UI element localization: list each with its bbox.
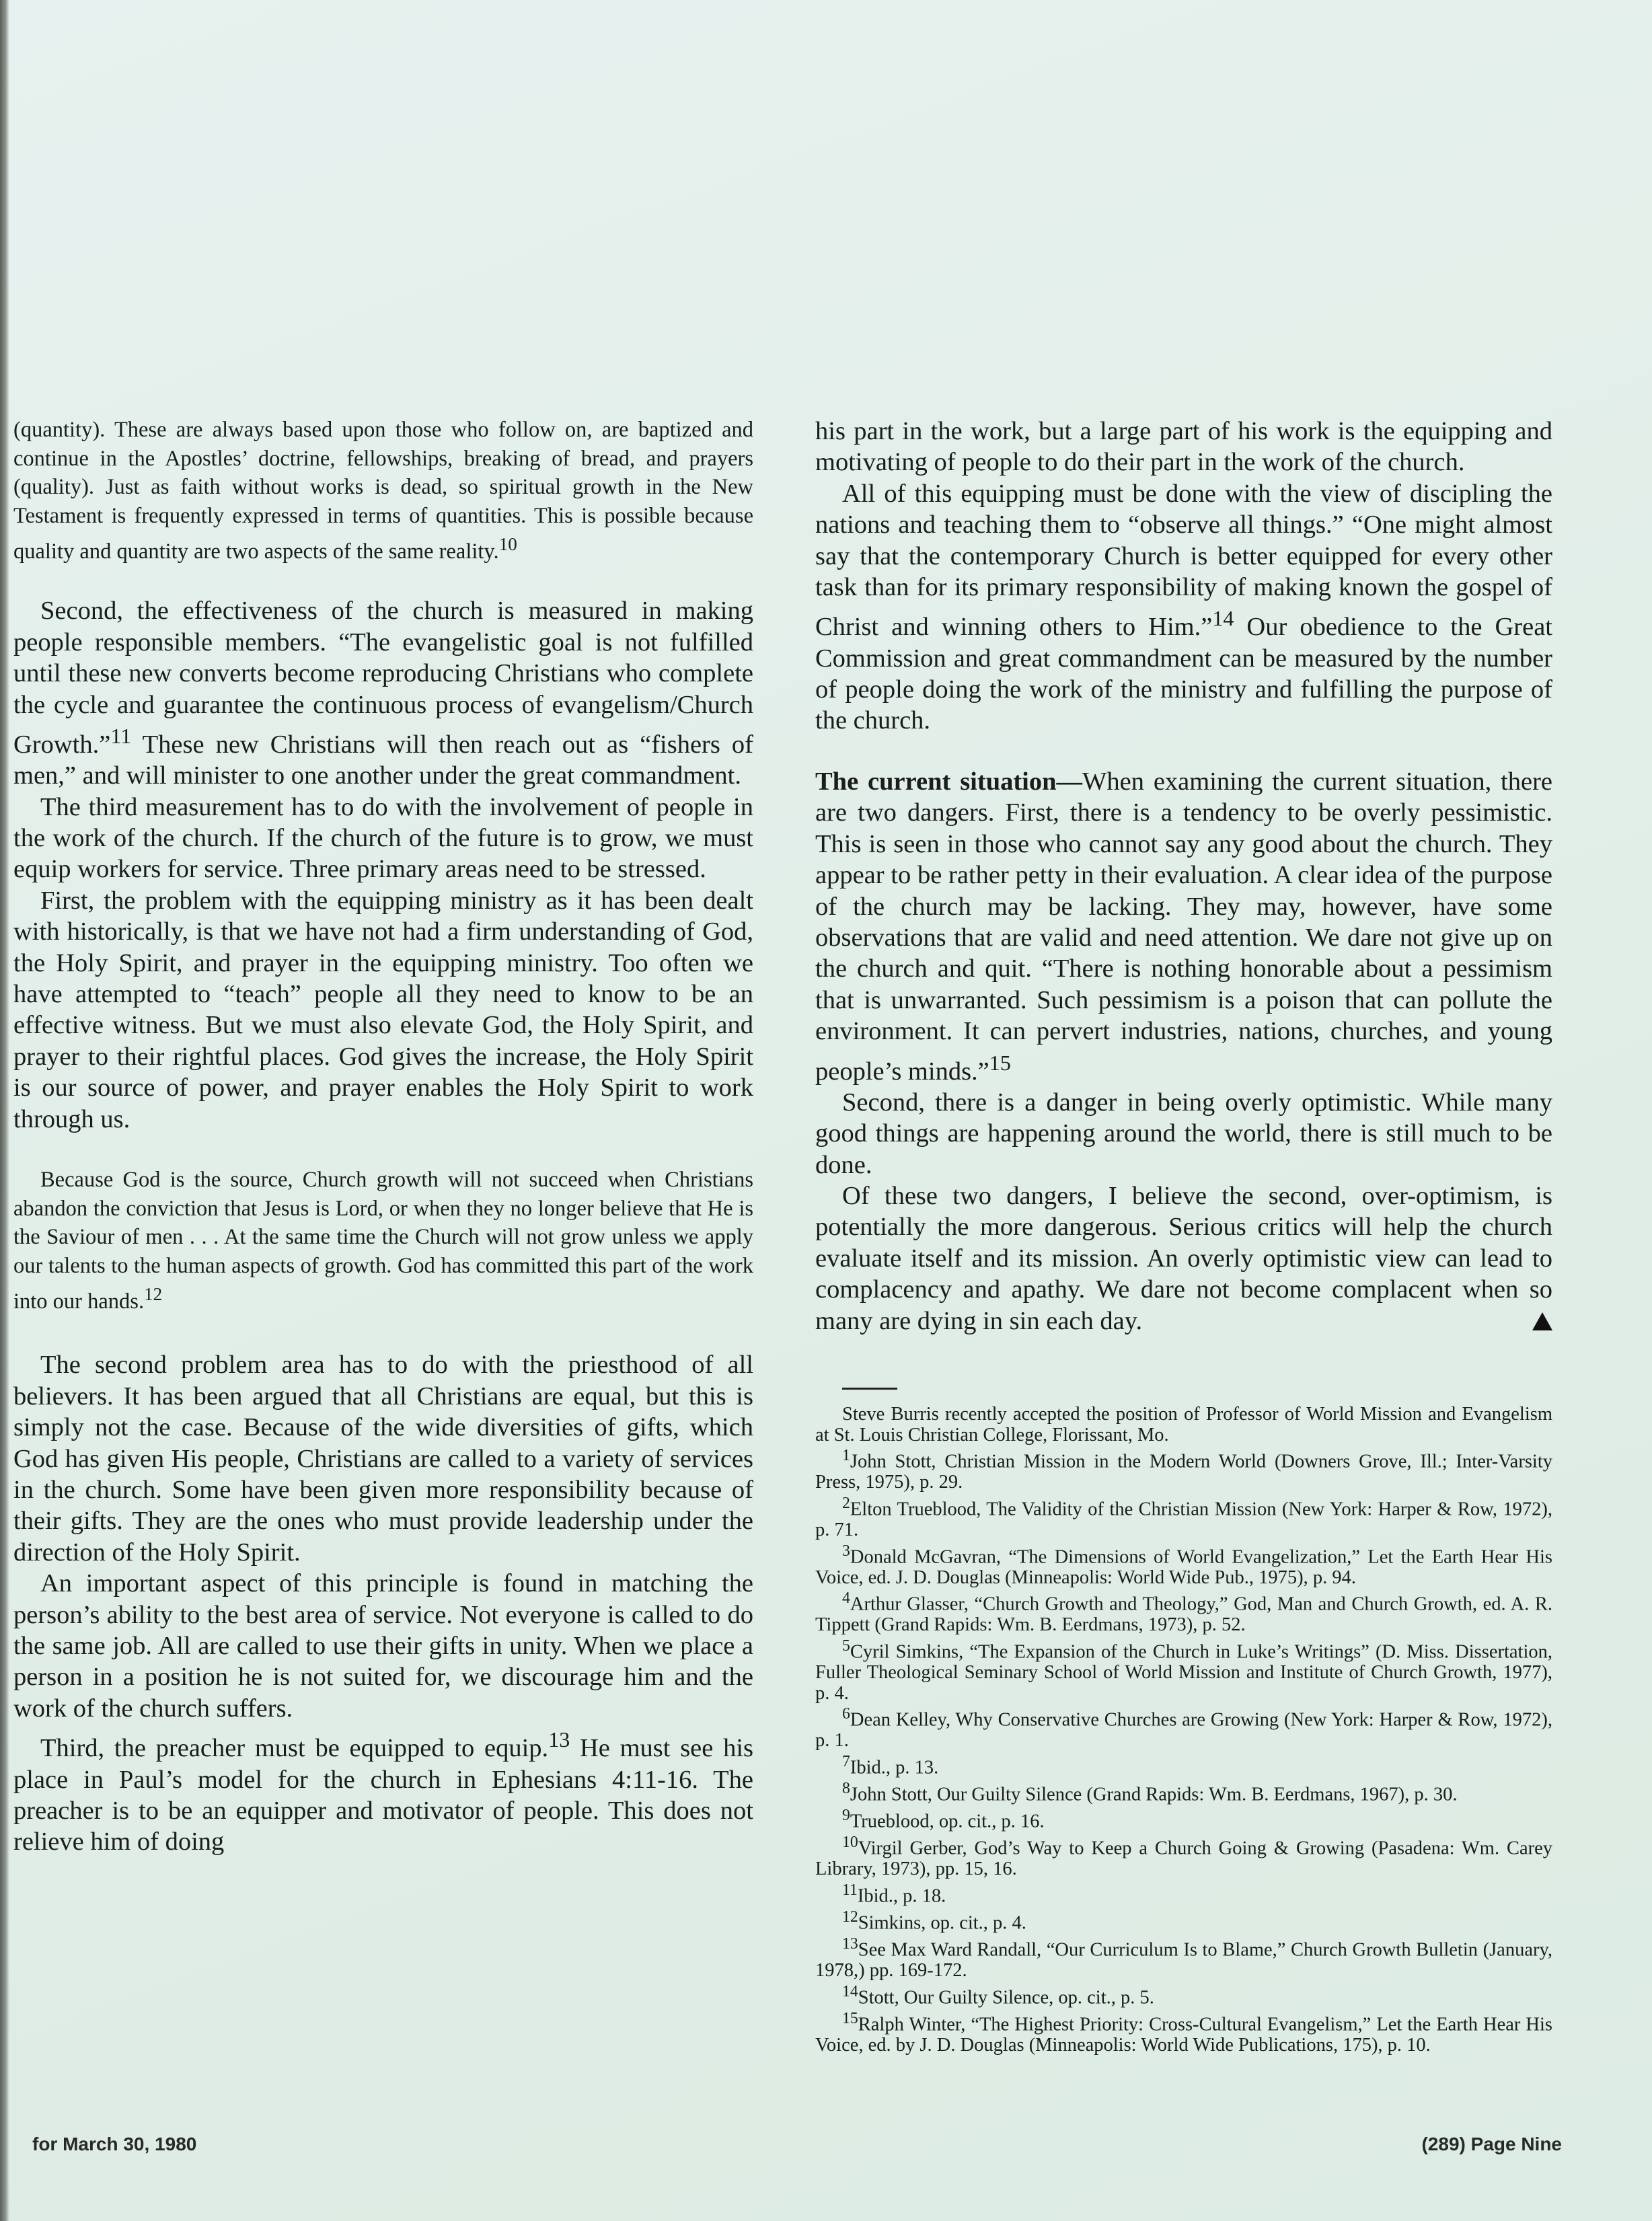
body-paragraph: All of this equipping must be done with the view of discipling the nations and teaching them to “observe all things.” “One might almost say that the contemporary Church is better equipped for every other task than for its primary responsibility of making known the gospel of Christ and winning others to Him.”$^{14}$ Our obedience to the Great Commission and great commandment can be measured by the number of people doing the work of the ministry and fulfilling the purpose of the church. (815, 479, 1552, 735)
footnote (815, 1404, 1552, 1445)
footnote-number: 4 (842, 1589, 850, 1608)
footnote-text: Simkins, op. cit., p. 4. (858, 1912, 1026, 1934)
page-binding-edge (0, 0, 9, 2221)
body-paragraph: Third, the preacher must be equipped to equip.$^{13}$ He must see his place in Paul’s model for the church in Ephesians 4:11-16. The preacher is to be an equipper and motivator of people. This does not relieve him of doing (13, 1727, 754, 1856)
footnote-text: Virgil Gerber, God’s Way to Keep a Church Going & Growing (Pasadena: Wm. Carey Library, 1973), pp. 15, 16. (815, 1838, 1552, 1880)
end-mark-triangle-icon (1532, 1312, 1552, 1330)
footnote-text: John Stott, Christian Mission in the Modern World (Downers Grove, Ill.; Inter-Varsity Press, 1975), p. 29. (815, 1451, 1552, 1493)
footnote (815, 2008, 1552, 2056)
body-paragraph: First, the problem with the equipping ministry as it has been dealt with historically, is that we have not had a firm understanding of God, the Holy Spirit, and prayer in the equipping ministry. Too often we have attempted to “teach” people all they need to know to be an effective witness. But we must also elevate God, the Holy Spirit, and prayer to their rightful places. God gives the increase, the Holy Spirit is our source of power, and prayer enables the Holy Spirit to work through us. (13, 886, 753, 1133)
body-paragraph: The current situation—When examining the current situation, there are two dangers. First, there is a tendency to be overly pessimistic. This is seen in those who cannot say any good about the church. They appear to be rather petty in their evaluation. A clear idea of the purpose of the church may be lacking. They may, however, have some observations that are valid and need attention. We dare not give up on the church and quit. “There is nothing honorable about a pessimism that is unwarranted. Such pessimism is a poison that can pollute the environment. It can pervert industries, nations, churches, and young people’s minds.”$^{15}$ (815, 767, 1552, 1086)
footnote-text: Donald McGavran, “The Dimensions of World Evangelization,” Let the Earth Hear His Voice, ed. J. D. Douglas (Minneapolis: World Wide Pub., 1975), p. 94. (815, 1546, 1552, 1588)
footnote (815, 1907, 1552, 1934)
footnote (815, 1832, 1552, 1880)
footnote (815, 1493, 1552, 1541)
footnote-ref: 13 (548, 1727, 570, 1752)
footnote-text: John Stott, Our Guilty Silence (Grand Rapids: Wm. B. Eerdmans, 1967), p. 30. (850, 1784, 1458, 1805)
footnote-number: 9 (842, 1807, 850, 1825)
footnote-number: 1 (842, 1447, 850, 1465)
footnote-number: 5 (842, 1636, 850, 1655)
footnote-ref: 11 (110, 723, 132, 748)
footnote-text: Ibid., p. 18. (857, 1885, 946, 1907)
footnote (815, 1445, 1552, 1493)
footnote-text: Arthur Glasser, “Church Growth and Theology,” God, Man and Church Growth, ed. A. R. Tippett (Grand Rapids: Wm. B. Eerdmans, 1973), p. 52. (815, 1593, 1552, 1636)
footnote-text: See Max Ward Randall, “Our Curriculum Is to Blame,” Church Growth Bulletin (January, 1978,) pp. 169-172. (815, 1939, 1552, 1982)
page-number: (289) Page Nine (1421, 2134, 1562, 2154)
footnote-ref: 12 (144, 1284, 163, 1305)
footnote (815, 1982, 1552, 2008)
footnote-number: 8 (842, 1780, 850, 1798)
footnote (815, 1934, 1552, 1982)
footnote-text: Dean Kelley, Why Conservative Churches are Growing (New York: Harper & Row, 1972), p. 1. (815, 1709, 1552, 1752)
footnote (815, 1778, 1552, 1805)
body-paragraph: (quantity). These are always based upon those who follow on, are baptized and continue in the Apostles’ doctrine, fellowships, breaking of bread, and prayers (quality). Just as faith without works is dead, so spiritual growth in the New Testament is frequently expressed in terms of quantities. This is possible because quality and quantity are two aspects of the same reality.$^{10}$ (13, 418, 753, 564)
footnote (815, 1880, 1552, 1907)
footnote-text: Cyril Simkins, “The Expansion of the Church in Luke’s Writings” (D. Miss. Dissertation, Fuller Theological Seminary School of World Mission and Institute of Church Growth, 1977), p. 4. (815, 1641, 1552, 1704)
footnote-number: 7 (842, 1752, 850, 1770)
body-paragraph: Second, the effectiveness of the church is measured in making people responsible members. “The evangelistic goal is not fulfilled until these new converts become reproducing Christians who complete the cycle and guarantee the continuous process of evangelism/Church Growth.”$^{11}$ These new Christians will then reach out as “fishers of men,” and will minister to one another under the great commandment. (13, 597, 753, 790)
section-heading: The current situation— (815, 767, 1083, 796)
footnote-text: Ralph Winter, “The Highest Priority: Cross-Cultural Evangelism,” Let the Earth Hear His Voice, ed. by J. D. Douglas (Minneapolis: World Wide Publications, 175), p. 10. (815, 2014, 1552, 2056)
footnote (815, 1541, 1552, 1589)
footnote-number: 12 (842, 1908, 858, 1926)
footnote-text: Stott, Our Guilty Silence, op. cit., p. 5. (858, 1987, 1154, 2008)
footnote-number: 2 (842, 1494, 850, 1512)
footnote-ref: 14 (1212, 606, 1234, 631)
footnote-number: 13 (842, 1935, 858, 1953)
footnote (815, 1588, 1552, 1636)
footnote-text: Trueblood, op. cit., p. 16. (850, 1811, 1045, 1832)
footnote-number: 11 (842, 1881, 858, 1899)
left-column (13, 416, 753, 1858)
footnote-text: Steve Burris recently accepted the position of Professor of World Mission and Evangelism at St. Louis Christian College, Florissant, Mo. (815, 1404, 1552, 1445)
footnote-ref: 15 (989, 1050, 1011, 1075)
body-paragraph: The third measurement has to do with the involvement of people in the work of the church. If the church of the future is to grow, we must equip workers for service. Three primary areas need to be stressed. (13, 792, 753, 884)
issue-date: for March 30, 1980 (32, 2134, 197, 2154)
footnote-text: Elton Trueblood, The Validity of the Christian Mission (New York: Harper & Row, 1972), p. 71. (815, 1499, 1552, 1540)
footnotes (815, 1404, 1552, 2056)
body-paragraph: Of these two dangers, I believe the second, over-optimism, is potentially the more dangerous. Serious critics will help the church evaluate itself and its mission. An overly optimistic view can lead to complacency and apathy. We dare not become complacent when so many are dying in sin each day. (815, 1182, 1552, 1335)
footnote-number: 3 (842, 1542, 850, 1560)
right-column (815, 416, 1552, 2056)
footnote-number: 14 (842, 1982, 858, 2000)
body-paragraph: Second, there is a danger in being overly optimistic. While many good things are happening around the world, there is still much to be done. (815, 1088, 1552, 1179)
footnote-ref: 10 (498, 534, 517, 554)
body-paragraph: his part in the work, but a large part of his work is the equipping and motivating of people to do their part in the work of the church. (815, 417, 1552, 477)
footnote-number: 6 (842, 1705, 850, 1723)
body-paragraph: The second problem area has to do with the priesthood of all believers. It has been argued that all Christians are equal, but this is simply not the case. Because of the wide diversities of gifts, which God has given His people, Christians are called to a variety of services in the church. Some have been given more responsibility because of their gifts. They are the ones who must provide leadership under the direction of the Holy Spirit. (13, 1351, 753, 1567)
footnote (815, 1752, 1552, 1778)
body-paragraph: An important aspect of this principle is found in matching the person’s ability to the best area of service. Not everyone is called to do the same job. All are called to use their gifts in unity. When we place a person in a position he is not suited for, we discourage him and the work of the church suffers. (13, 1569, 753, 1723)
footnote-divider (842, 1388, 897, 1390)
footnote-text: Ibid., p. 13. (850, 1757, 939, 1778)
footnote (815, 1805, 1552, 1832)
footnote-number: 15 (842, 2009, 858, 2027)
footnote (815, 1704, 1552, 1752)
block-quote: Because God is the source, Church growth will not succeed when Christians abandon the conviction that Jesus is Lord, or when they no longer believe that He is the Saviour of men . . . At the same time the Church will not grow unless we apply our talents to the human aspects of growth. God has committed this part of the work into our hands.$^{12}$ (13, 1168, 753, 1314)
footnote-number: 10 (842, 1834, 858, 1852)
footnote (815, 1636, 1552, 1704)
